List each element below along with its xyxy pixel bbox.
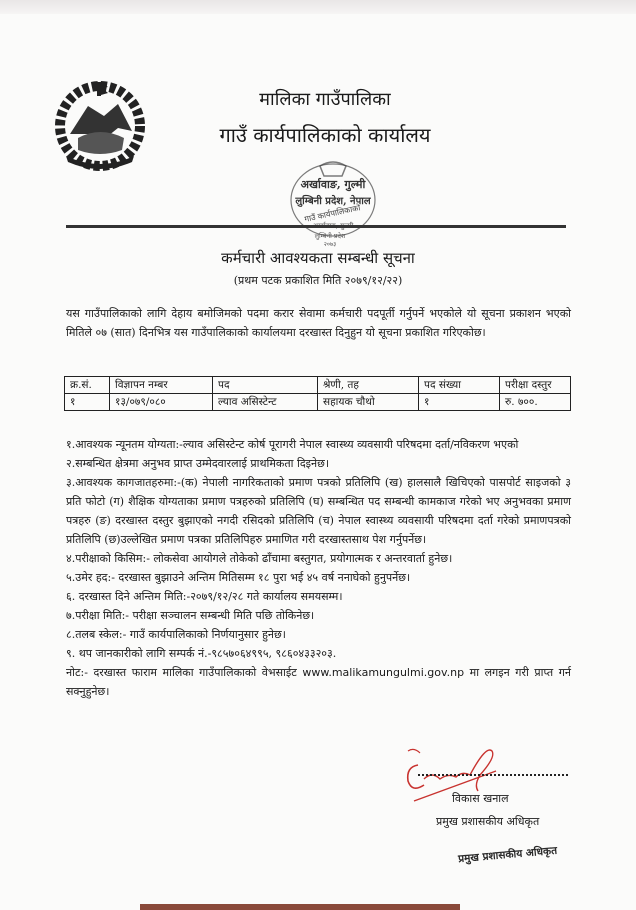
svg-text:२०७३: २०७३: [323, 241, 337, 248]
note-suffix: मा लगइन गरी प्राप्त गर्न सक्नुहुनेछ।: [66, 666, 571, 698]
condition-item: ९. थप जानकारीको लागि सम्पर्क नं.-९८५७०६४९९५, ९८६०४३३२०३.: [66, 647, 337, 660]
note: [66, 663, 571, 701]
header-divider: [66, 225, 566, 228]
office-seal-stamp: [268, 158, 398, 248]
publication-date: (प्रथम पटक प्रकाशित मिति २०७९/१२/२२): [233, 274, 403, 287]
conditions-list: [66, 435, 571, 701]
condition-item: १.आवश्यक न्यूनतम योग्यता:-ल्याव असिस्टेन्ट कोर्ष पूरागरी नेपाल स्वास्थ्य व्यवसायी परिषदमा दर्ता/नविकरण भएको: [66, 438, 519, 451]
signatory-title: प्रमुख प्रशासकीय अधिकृत: [436, 815, 540, 828]
cell-post-count: १: [419, 394, 500, 411]
col-serial: क्र.सं.: [65, 377, 110, 394]
condition-item: २.सम्बन्धित क्षेत्रमा अनुभव प्राप्त उम्मेदवारलाई प्राथमिकता दिइनेछ।: [66, 457, 330, 470]
cell-exam-fee: रु. ७००.: [500, 394, 571, 411]
cell-advert-number: १३/०७९/०८०: [110, 394, 213, 411]
notice-title: कर्मचारी आवश्यकता सम्बन्धी सूचना: [221, 249, 415, 267]
scan-bottom-edge: [140, 904, 460, 910]
condition-item: ३.आवश्यक कागजातहरुमा:-(क) नेपाली नागरिकताको प्रमाण पत्रको प्रतिलिपि (ख) हालसालै खिचिएको पासपोर्ट साइजको ३ प्रति फोटो (ग) शैक्षिक योग्यताका प्रमाण पत्रहरुको प्रतिलिपि (घ) सम्बन्धित पद सम्बन्धी कामकाज गरेको भए अनुभवका प्रमाण पत्रहरु (ङ) दरखास्त दस्तुर बुझाएको नगदी रसिदको प्रतिलिपि (च) नेपाल स्वास्थ्य व्यवसायी परिषदमा दर्ता गरेको प्रमाणपत्रको प्रतिलिपि (छ)उल्लेखित प्रमाण पत्रका प्रतिलिपिहरु प्रमाणित गरी दरखास्तसाथ पेश गर्नुपर्नेछ।: [66, 476, 571, 546]
col-post: पद: [213, 377, 318, 394]
table-header-row: [65, 377, 571, 394]
office-name: गाउँ कार्यपालिकाको कार्यालय: [219, 123, 431, 147]
col-advert-number: विज्ञापन नम्बर: [110, 377, 213, 394]
notice-intro: यस गाउँपालिकाको लागि देहाय बमोजिमको पदमा करार सेवामा कर्मचारी पदपूर्ती गर्नुपर्ने भएकोले यो सूचना प्रकाशन भएको मितिले ०७ (सात) दिनभित्र यस गाउँपालिकाको कार्यालयमा दरखास्त दिनुहुन यो सूचना प्रकाशित गरिएकोछ।: [66, 307, 571, 339]
col-grade-level: श्रेणी, तह: [318, 377, 419, 394]
col-exam-fee: परीक्षा दस्तुर: [500, 377, 571, 394]
cell-serial: १: [65, 394, 110, 411]
cell-grade-level: सहायक चौथो: [318, 394, 419, 411]
signatory-name: विकास खनाल: [452, 792, 509, 805]
condition-item: ६. दरखास्त दिने अन्तिम मिति:-२०७९/१२/२८ गते कार्यालय समयसम्म।: [66, 590, 343, 603]
svg-text:लुम्बिनी प्रदेश, नेपाल: लुम्बिनी प्रदेश, नेपाल: [295, 196, 371, 207]
website-link[interactable]: www.malikamungulmi.gov.np: [302, 666, 465, 679]
col-post-count: पद संख्या: [419, 377, 500, 394]
note-prefix: नोट:- दरखास्त फाराम मालिका गाउँपालिकाको वेभसाईट: [66, 666, 303, 679]
signature-line: [418, 774, 568, 776]
scan-top-edge: [0, 0, 636, 14]
table-row: [65, 394, 571, 411]
condition-item: ४.परीक्षाको किसिम:- लोकसेवा आयोगले तोकेको ढाँचामा बस्तुगत, प्रयोगात्मक र अन्तरवार्ता हुनेछ।: [66, 552, 453, 565]
municipality-name: मालिका गाउँपालिका: [259, 89, 391, 110]
condition-item: ८.तलब स्केल:- गाउँ कार्यपालिकाको निर्णयानुसार हुनेछ।: [66, 628, 286, 641]
svg-text:अर्खावाङ, गुल्मी: अर्खावाङ, गुल्मी: [300, 178, 366, 191]
svg-text:गाउँ कार्यपालिकाको: गाउँ कार्यपालिकाको: [303, 203, 362, 224]
condition-item: ७.परीक्षा मिति:- परीक्षा सञ्चालन सम्बन्धी मिति पछि तोकिनेछ।: [66, 609, 315, 622]
condition-item: ५.उमेर हद:- दरखास्त बुझाउने अन्तिम मितिसम्म १८ पुरा भई ४५ वर्ष ननाघेको हुनुपर्नेछ।: [66, 571, 411, 584]
cell-post: ल्याव असिस्टेन्ट: [213, 394, 318, 411]
svg-text:लुम्बिनी प्रदेश: लुम्बिनी प्रदेश: [314, 232, 346, 240]
designation-stamp: प्रमुख प्रशासकीय अधिकृत: [457, 844, 558, 866]
vacancy-table: [64, 376, 571, 411]
